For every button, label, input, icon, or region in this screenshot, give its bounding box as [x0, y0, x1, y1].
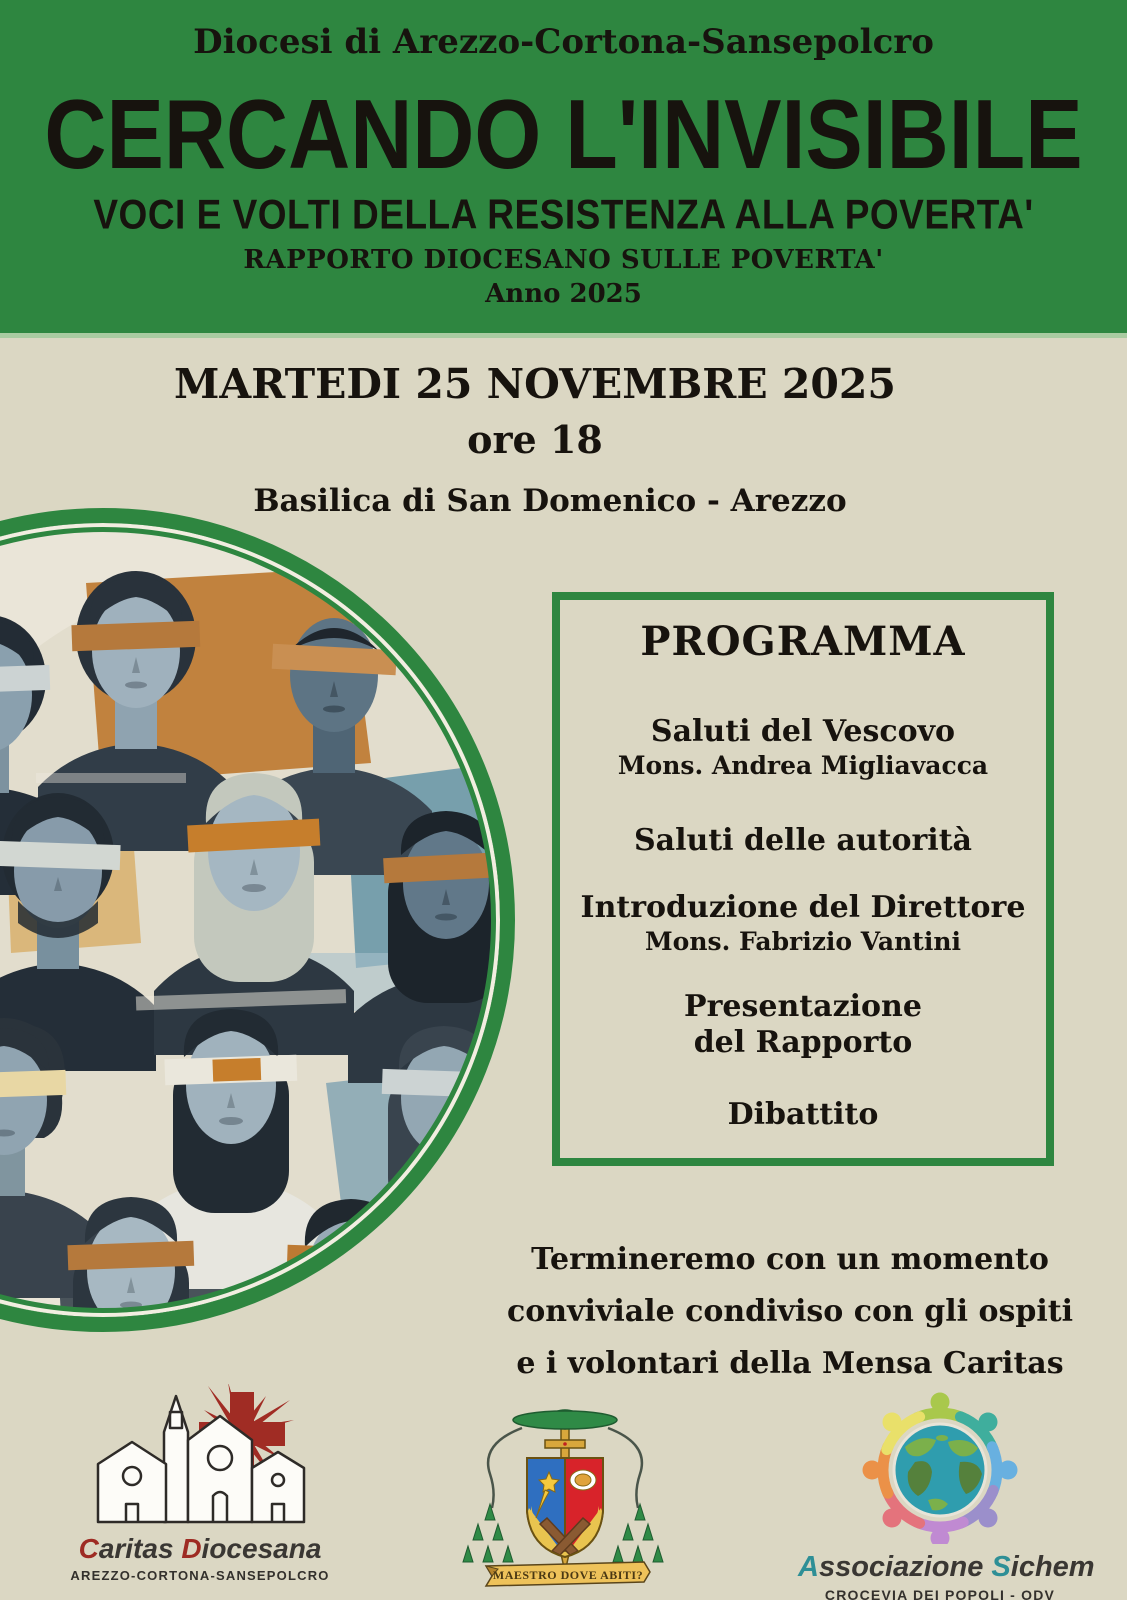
- program-item-3-title: Introduzione del Direttore: [580, 890, 1026, 926]
- program-item-3-person: Mons. Fabrizio Vantini: [644, 927, 961, 957]
- closing-line-3: e i volontari della Mensa Caritas: [516, 1346, 1064, 1381]
- header-band: [0, 0, 1127, 338]
- program-item-5: [560, 1097, 1046, 1133]
- caritas-initial-c: C: [78, 1533, 99, 1564]
- program-item-5-title: Dibattito: [727, 1096, 879, 1132]
- poster-title: CERCANDO L'INVISIBILE: [44, 80, 1083, 190]
- closing-line-2: conviviale condiviso con gli ospiti: [506, 1294, 1073, 1329]
- coat-of-arms-icon: [452, 1396, 678, 1596]
- caritas-initial-d: D: [181, 1533, 202, 1564]
- diocese-name: Diocesi di Arezzo-Cortona-Sansepolcro: [193, 22, 934, 62]
- program-item-1: [560, 714, 1046, 781]
- bread-emblem: [570, 1470, 596, 1490]
- motto-text: MAESTRO DOVE ABITI?: [492, 1568, 644, 1582]
- globe-icon: [894, 1424, 986, 1516]
- sichem-subtitle: CROCEVIA DEI POPOLI - ODV: [824, 1586, 1056, 1600]
- faces-collage-photo: [0, 508, 515, 1332]
- program-item-1-person: Mons. Andrea Migliavacca: [617, 751, 989, 780]
- bishop-coat-of-arms: [452, 1396, 678, 1600]
- churches-skyline-icon: [98, 1396, 304, 1522]
- program-item-4-title: Presentazione: [684, 988, 922, 1024]
- closing-line-1: Termineremo con un momento: [531, 1242, 1049, 1277]
- closing-note: [478, 1234, 1102, 1390]
- program-item-3: [560, 890, 1046, 957]
- program-item-2: [560, 823, 1046, 859]
- program-item-4-title2: del Rapporto: [693, 1024, 913, 1060]
- report-line: RAPPORTO DIOCESANO SULLE POVERTA': [243, 245, 884, 275]
- caritas-diocesana-logo: [68, 1384, 332, 1583]
- event-date: MARTEDI 25 NOVEMBRE 2025: [174, 360, 896, 408]
- program-title: PROGRAMMA: [640, 618, 966, 665]
- associazione-sichem-logo: [798, 1392, 1095, 1600]
- galero-hat: [513, 1410, 617, 1429]
- sichem-initial-a: A: [798, 1551, 819, 1583]
- sichem-initial-s: S: [991, 1551, 1011, 1583]
- event-venue: Basilica di San Domenico - Arezzo: [253, 483, 847, 519]
- program-box: [552, 592, 1054, 1166]
- caritas-churches-icon: [68, 1384, 332, 1526]
- year-line: Anno 2025: [485, 279, 642, 309]
- faces-collage-image: [0, 523, 500, 1317]
- program-item-2-title: Saluti delle autorità: [633, 823, 972, 859]
- program-item-1-title: Saluti del Vescovo: [650, 714, 956, 749]
- sichem-globe-icon: [798, 1392, 1082, 1544]
- caritas-wordmark: Caritas Diocesana: [78, 1533, 322, 1564]
- faces-collage-illustration: [0, 523, 500, 1317]
- event-time: ore 18: [467, 417, 603, 462]
- motto-banner: [486, 1562, 650, 1586]
- poster-subtitle: VOCI E VOLTI DELLA RESISTENZA ALLA POVERTA': [93, 191, 1034, 238]
- program-item-4: [560, 989, 1046, 1061]
- sichem-wordmark: Associazione Sichem: [798, 1551, 1095, 1583]
- caritas-subtitle: AREZZO-CORTONA-SANSEPOLCRO: [70, 1567, 330, 1583]
